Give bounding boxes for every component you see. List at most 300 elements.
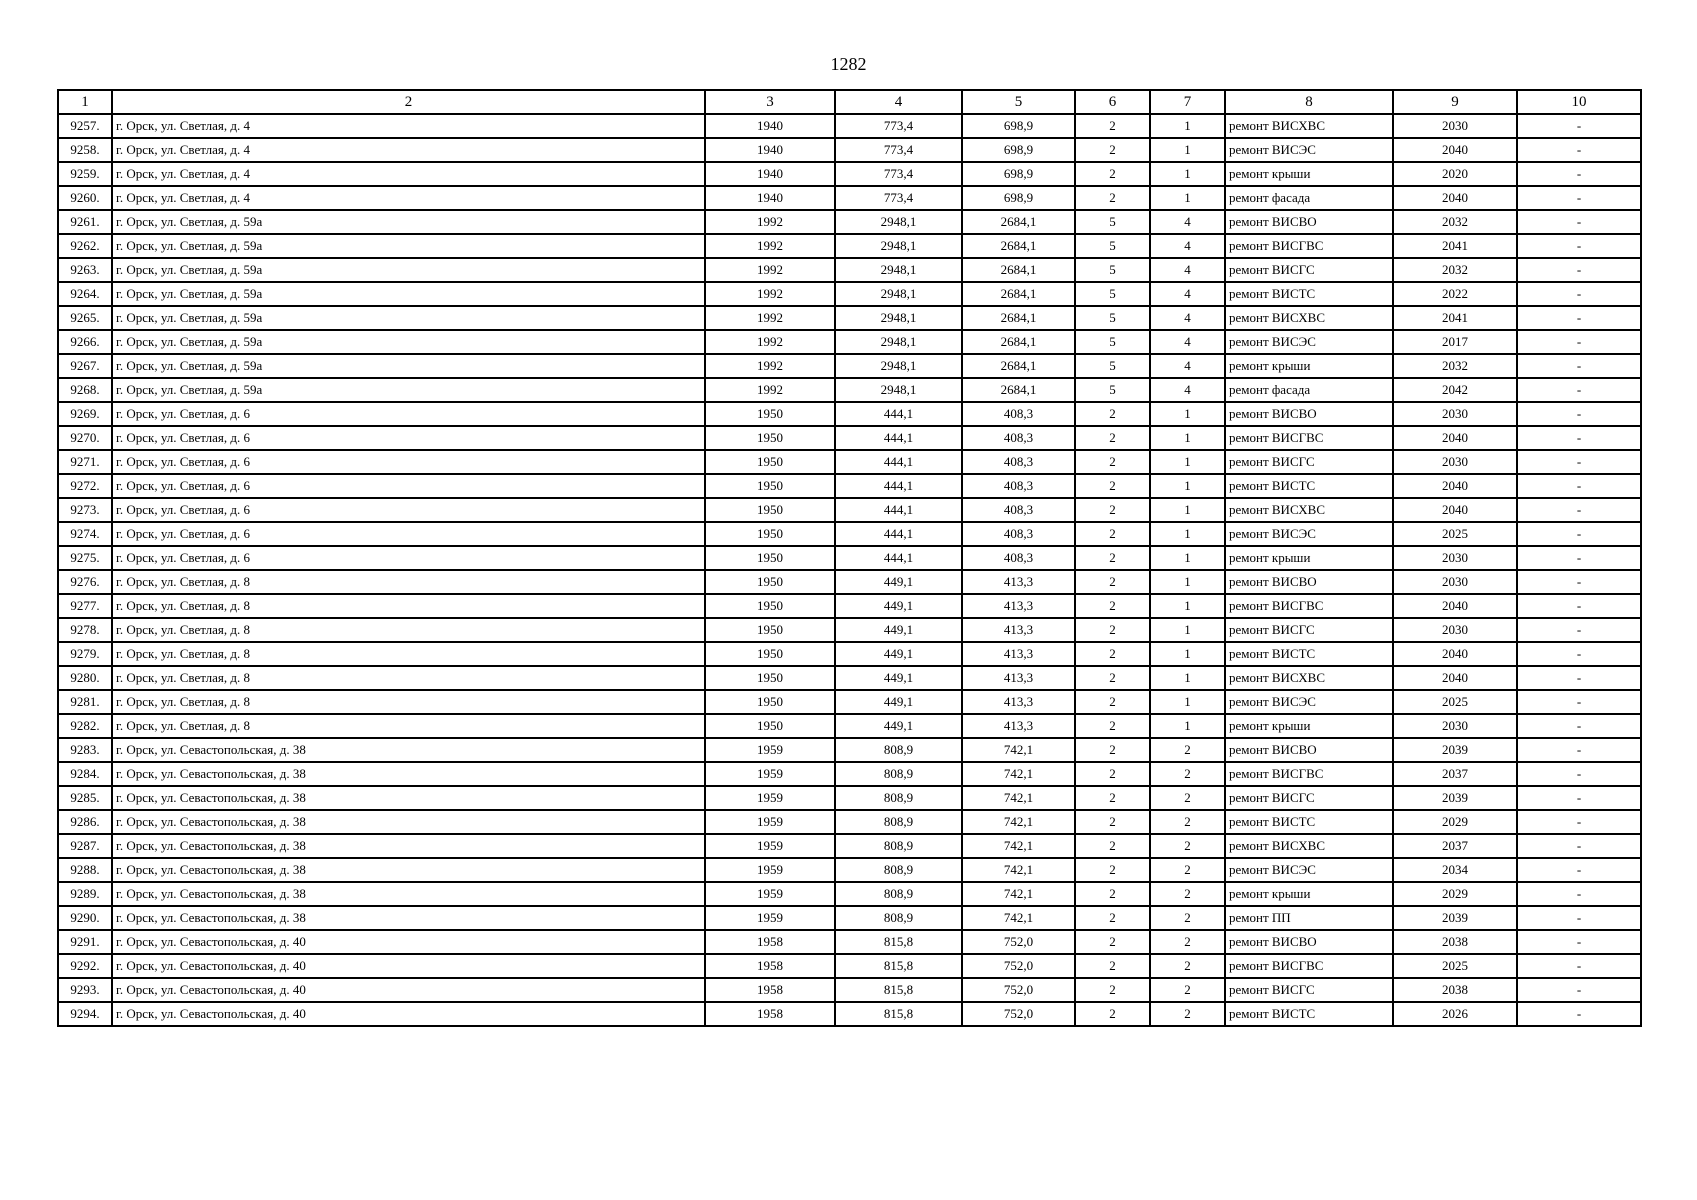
- cell-note: -: [1517, 378, 1641, 402]
- column-header: 3: [705, 90, 835, 114]
- cell-repair-type: ремонт ВИСГВС: [1225, 234, 1393, 258]
- cell-address: г. Орск, ул. Севастопольская, д. 38: [112, 810, 705, 834]
- cell-planned-year: 2040: [1393, 186, 1517, 210]
- cell-note: -: [1517, 906, 1641, 930]
- cell-total-area: 2948,1: [835, 378, 962, 402]
- cell-row-number: 9282.: [58, 714, 112, 738]
- cell-note: -: [1517, 210, 1641, 234]
- cell-planned-year: 2020: [1393, 162, 1517, 186]
- cell-floors: 2: [1075, 546, 1150, 570]
- cell-floors: 5: [1075, 282, 1150, 306]
- table-row: [58, 570, 1641, 594]
- cell-row-number: 9279.: [58, 642, 112, 666]
- table-row: [58, 978, 1641, 1002]
- cell-row-number: 9280.: [58, 666, 112, 690]
- cell-living-area: 2684,1: [962, 282, 1075, 306]
- cell-planned-year: 2030: [1393, 114, 1517, 138]
- cell-floors: 2: [1075, 114, 1150, 138]
- cell-entrances: 1: [1150, 138, 1225, 162]
- cell-build-year: 1940: [705, 186, 835, 210]
- cell-total-area: 444,1: [835, 498, 962, 522]
- table-row: [58, 690, 1641, 714]
- cell-build-year: 1950: [705, 666, 835, 690]
- cell-floors: 2: [1075, 810, 1150, 834]
- cell-planned-year: 2040: [1393, 498, 1517, 522]
- cell-repair-type: ремонт крыши: [1225, 546, 1393, 570]
- cell-address: г. Орск, ул. Светлая, д. 6: [112, 546, 705, 570]
- cell-build-year: 1950: [705, 594, 835, 618]
- cell-entrances: 1: [1150, 690, 1225, 714]
- cell-living-area: 752,0: [962, 1002, 1075, 1026]
- cell-total-area: 2948,1: [835, 258, 962, 282]
- cell-entrances: 1: [1150, 714, 1225, 738]
- cell-entrances: 1: [1150, 498, 1225, 522]
- cell-build-year: 1992: [705, 306, 835, 330]
- cell-total-area: 773,4: [835, 186, 962, 210]
- cell-repair-type: ремонт ВИСГВС: [1225, 426, 1393, 450]
- cell-build-year: 1959: [705, 906, 835, 930]
- cell-planned-year: 2029: [1393, 882, 1517, 906]
- cell-note: -: [1517, 138, 1641, 162]
- cell-living-area: 742,1: [962, 882, 1075, 906]
- cell-repair-type: ремонт ВИСХВС: [1225, 114, 1393, 138]
- cell-row-number: 9265.: [58, 306, 112, 330]
- cell-repair-type: ремонт ВИСГС: [1225, 258, 1393, 282]
- cell-entrances: 4: [1150, 234, 1225, 258]
- table-row: [58, 594, 1641, 618]
- cell-entrances: 1: [1150, 186, 1225, 210]
- cell-planned-year: 2041: [1393, 234, 1517, 258]
- cell-address: г. Орск, ул. Светлая, д. 4: [112, 114, 705, 138]
- cell-entrances: 2: [1150, 978, 1225, 1002]
- cell-address: г. Орск, ул. Светлая, д. 4: [112, 186, 705, 210]
- cell-address: г. Орск, ул. Светлая, д. 59а: [112, 306, 705, 330]
- cell-floors: 2: [1075, 642, 1150, 666]
- cell-build-year: 1950: [705, 642, 835, 666]
- cell-total-area: 808,9: [835, 786, 962, 810]
- table-row: [58, 762, 1641, 786]
- cell-total-area: 815,8: [835, 954, 962, 978]
- cell-address: г. Орск, ул. Севастопольская, д. 38: [112, 738, 705, 762]
- cell-total-area: 449,1: [835, 618, 962, 642]
- cell-note: -: [1517, 738, 1641, 762]
- cell-build-year: 1959: [705, 762, 835, 786]
- cell-row-number: 9275.: [58, 546, 112, 570]
- cell-note: -: [1517, 282, 1641, 306]
- cell-entrances: 1: [1150, 570, 1225, 594]
- cell-living-area: 408,3: [962, 522, 1075, 546]
- cell-floors: 2: [1075, 882, 1150, 906]
- cell-build-year: 1950: [705, 402, 835, 426]
- cell-build-year: 1958: [705, 1002, 835, 1026]
- cell-row-number: 9259.: [58, 162, 112, 186]
- cell-entrances: 4: [1150, 354, 1225, 378]
- table-row: [58, 354, 1641, 378]
- cell-note: -: [1517, 834, 1641, 858]
- cell-floors: 2: [1075, 714, 1150, 738]
- cell-living-area: 752,0: [962, 954, 1075, 978]
- cell-note: -: [1517, 714, 1641, 738]
- cell-total-area: 2948,1: [835, 210, 962, 234]
- cell-repair-type: ремонт ВИСЭС: [1225, 522, 1393, 546]
- cell-floors: 2: [1075, 834, 1150, 858]
- cell-address: г. Орск, ул. Севастопольская, д. 40: [112, 978, 705, 1002]
- cell-repair-type: ремонт ВИСВО: [1225, 210, 1393, 234]
- cell-planned-year: 2032: [1393, 210, 1517, 234]
- cell-living-area: 742,1: [962, 738, 1075, 762]
- cell-build-year: 1950: [705, 546, 835, 570]
- cell-total-area: 444,1: [835, 522, 962, 546]
- cell-total-area: 773,4: [835, 138, 962, 162]
- cell-living-area: 408,3: [962, 498, 1075, 522]
- cell-repair-type: ремонт ПП: [1225, 906, 1393, 930]
- cell-repair-type: ремонт ВИСГВС: [1225, 594, 1393, 618]
- column-header: 9: [1393, 90, 1517, 114]
- cell-planned-year: 2041: [1393, 306, 1517, 330]
- cell-entrances: 2: [1150, 738, 1225, 762]
- cell-build-year: 1950: [705, 474, 835, 498]
- cell-note: -: [1517, 978, 1641, 1002]
- cell-living-area: 408,3: [962, 546, 1075, 570]
- column-header: 10: [1517, 90, 1641, 114]
- cell-build-year: 1992: [705, 258, 835, 282]
- cell-note: -: [1517, 474, 1641, 498]
- cell-entrances: 1: [1150, 618, 1225, 642]
- cell-build-year: 1940: [705, 114, 835, 138]
- cell-row-number: 9258.: [58, 138, 112, 162]
- page-number: 1282: [830, 54, 867, 74]
- cell-entrances: 2: [1150, 906, 1225, 930]
- cell-planned-year: 2017: [1393, 330, 1517, 354]
- cell-planned-year: 2030: [1393, 546, 1517, 570]
- cell-total-area: 444,1: [835, 402, 962, 426]
- cell-repair-type: ремонт крыши: [1225, 354, 1393, 378]
- cell-address: г. Орск, ул. Светлая, д. 59а: [112, 282, 705, 306]
- cell-row-number: 9288.: [58, 858, 112, 882]
- cell-repair-type: ремонт ВИСГС: [1225, 786, 1393, 810]
- cell-floors: 5: [1075, 354, 1150, 378]
- table-row: [58, 546, 1641, 570]
- table-row: [58, 1002, 1641, 1026]
- cell-build-year: 1959: [705, 882, 835, 906]
- cell-entrances: 4: [1150, 330, 1225, 354]
- cell-note: -: [1517, 186, 1641, 210]
- cell-planned-year: 2037: [1393, 834, 1517, 858]
- cell-total-area: 449,1: [835, 714, 962, 738]
- cell-note: -: [1517, 930, 1641, 954]
- cell-living-area: 752,0: [962, 930, 1075, 954]
- cell-living-area: 2684,1: [962, 258, 1075, 282]
- cell-build-year: 1940: [705, 138, 835, 162]
- cell-entrances: 4: [1150, 378, 1225, 402]
- cell-note: -: [1517, 690, 1641, 714]
- cell-planned-year: 2040: [1393, 642, 1517, 666]
- cell-note: -: [1517, 882, 1641, 906]
- cell-floors: 2: [1075, 666, 1150, 690]
- table-row: [58, 162, 1641, 186]
- cell-floors: 2: [1075, 786, 1150, 810]
- cell-note: -: [1517, 954, 1641, 978]
- cell-repair-type: ремонт ВИСТС: [1225, 474, 1393, 498]
- cell-entrances: 1: [1150, 474, 1225, 498]
- cell-entrances: 2: [1150, 762, 1225, 786]
- table-row: [58, 954, 1641, 978]
- table-row: [58, 258, 1641, 282]
- cell-note: -: [1517, 810, 1641, 834]
- cell-entrances: 2: [1150, 1002, 1225, 1026]
- cell-planned-year: 2040: [1393, 138, 1517, 162]
- cell-floors: 2: [1075, 690, 1150, 714]
- cell-floors: 2: [1075, 498, 1150, 522]
- cell-note: -: [1517, 522, 1641, 546]
- cell-build-year: 1959: [705, 834, 835, 858]
- cell-build-year: 1950: [705, 570, 835, 594]
- table-row: [58, 114, 1641, 138]
- cell-repair-type: ремонт крыши: [1225, 714, 1393, 738]
- cell-build-year: 1950: [705, 714, 835, 738]
- cell-address: г. Орск, ул. Светлая, д. 8: [112, 642, 705, 666]
- cell-row-number: 9273.: [58, 498, 112, 522]
- cell-living-area: 698,9: [962, 162, 1075, 186]
- cell-address: г. Орск, ул. Светлая, д. 6: [112, 402, 705, 426]
- cell-address: г. Орск, ул. Светлая, д. 8: [112, 714, 705, 738]
- cell-entrances: 1: [1150, 162, 1225, 186]
- table-row: [58, 498, 1641, 522]
- cell-note: -: [1517, 762, 1641, 786]
- cell-repair-type: ремонт ВИСВО: [1225, 930, 1393, 954]
- cell-planned-year: 2034: [1393, 858, 1517, 882]
- cell-row-number: 9270.: [58, 426, 112, 450]
- cell-repair-type: ремонт ВИСЭС: [1225, 690, 1393, 714]
- cell-build-year: 1959: [705, 810, 835, 834]
- cell-repair-type: ремонт ВИСТС: [1225, 642, 1393, 666]
- cell-row-number: 9294.: [58, 1002, 112, 1026]
- cell-planned-year: 2040: [1393, 594, 1517, 618]
- cell-total-area: 444,1: [835, 426, 962, 450]
- cell-note: -: [1517, 786, 1641, 810]
- cell-living-area: 413,3: [962, 570, 1075, 594]
- cell-living-area: 413,3: [962, 714, 1075, 738]
- cell-entrances: 1: [1150, 546, 1225, 570]
- cell-address: г. Орск, ул. Светлая, д. 8: [112, 618, 705, 642]
- cell-floors: 5: [1075, 210, 1150, 234]
- table-row: [58, 858, 1641, 882]
- cell-floors: 2: [1075, 474, 1150, 498]
- cell-build-year: 1950: [705, 690, 835, 714]
- cell-planned-year: 2030: [1393, 714, 1517, 738]
- table-row: [58, 234, 1641, 258]
- cell-total-area: 815,8: [835, 1002, 962, 1026]
- table-header-row: [58, 90, 1641, 114]
- cell-entrances: 4: [1150, 282, 1225, 306]
- cell-living-area: 2684,1: [962, 330, 1075, 354]
- cell-floors: 2: [1075, 594, 1150, 618]
- cell-living-area: 742,1: [962, 762, 1075, 786]
- cell-entrances: 2: [1150, 786, 1225, 810]
- cell-total-area: 2948,1: [835, 234, 962, 258]
- cell-living-area: 413,3: [962, 666, 1075, 690]
- cell-floors: 2: [1075, 618, 1150, 642]
- cell-entrances: 2: [1150, 930, 1225, 954]
- cell-living-area: 408,3: [962, 450, 1075, 474]
- cell-planned-year: 2025: [1393, 522, 1517, 546]
- cell-address: г. Орск, ул. Светлая, д. 8: [112, 666, 705, 690]
- cell-build-year: 1958: [705, 930, 835, 954]
- cell-living-area: 742,1: [962, 858, 1075, 882]
- cell-row-number: 9287.: [58, 834, 112, 858]
- cell-floors: 2: [1075, 402, 1150, 426]
- cell-row-number: 9286.: [58, 810, 112, 834]
- cell-address: г. Орск, ул. Севастопольская, д. 38: [112, 762, 705, 786]
- cell-planned-year: 2029: [1393, 810, 1517, 834]
- cell-floors: 2: [1075, 762, 1150, 786]
- cell-floors: 2: [1075, 162, 1150, 186]
- cell-address: г. Орск, ул. Светлая, д. 4: [112, 138, 705, 162]
- cell-note: -: [1517, 570, 1641, 594]
- cell-address: г. Орск, ул. Светлая, д. 59а: [112, 210, 705, 234]
- cell-entrances: 4: [1150, 306, 1225, 330]
- cell-planned-year: 2042: [1393, 378, 1517, 402]
- cell-note: -: [1517, 618, 1641, 642]
- cell-note: -: [1517, 666, 1641, 690]
- cell-row-number: 9262.: [58, 234, 112, 258]
- cell-total-area: 2948,1: [835, 306, 962, 330]
- cell-note: -: [1517, 1002, 1641, 1026]
- cell-build-year: 1950: [705, 450, 835, 474]
- cell-floors: 5: [1075, 330, 1150, 354]
- cell-build-year: 1992: [705, 354, 835, 378]
- cell-living-area: 698,9: [962, 186, 1075, 210]
- cell-total-area: 773,4: [835, 162, 962, 186]
- cell-row-number: 9284.: [58, 762, 112, 786]
- cell-row-number: 9272.: [58, 474, 112, 498]
- cell-address: г. Орск, ул. Севастопольская, д. 40: [112, 954, 705, 978]
- table-row: [58, 306, 1641, 330]
- cell-repair-type: ремонт крыши: [1225, 882, 1393, 906]
- cell-row-number: 9261.: [58, 210, 112, 234]
- cell-row-number: 9267.: [58, 354, 112, 378]
- cell-address: г. Орск, ул. Светлая, д. 6: [112, 450, 705, 474]
- cell-row-number: 9257.: [58, 114, 112, 138]
- cell-repair-type: ремонт ВИСВО: [1225, 402, 1393, 426]
- cell-total-area: 2948,1: [835, 282, 962, 306]
- cell-build-year: 1959: [705, 858, 835, 882]
- cell-address: г. Орск, ул. Севастопольская, д. 38: [112, 858, 705, 882]
- cell-floors: 5: [1075, 258, 1150, 282]
- cell-planned-year: 2040: [1393, 474, 1517, 498]
- cell-build-year: 1992: [705, 282, 835, 306]
- cell-floors: 2: [1075, 186, 1150, 210]
- cell-row-number: 9290.: [58, 906, 112, 930]
- cell-floors: 2: [1075, 570, 1150, 594]
- cell-entrances: 1: [1150, 402, 1225, 426]
- table-row: [58, 618, 1641, 642]
- cell-planned-year: 2022: [1393, 282, 1517, 306]
- cell-note: -: [1517, 858, 1641, 882]
- cell-living-area: 2684,1: [962, 354, 1075, 378]
- cell-build-year: 1958: [705, 978, 835, 1002]
- cell-note: -: [1517, 546, 1641, 570]
- cell-address: г. Орск, ул. Светлая, д. 59а: [112, 234, 705, 258]
- cell-build-year: 1950: [705, 498, 835, 522]
- cell-total-area: 449,1: [835, 642, 962, 666]
- table-row: [58, 474, 1641, 498]
- cell-build-year: 1992: [705, 234, 835, 258]
- table-row: [58, 138, 1641, 162]
- cell-entrances: 1: [1150, 426, 1225, 450]
- cell-row-number: 9291.: [58, 930, 112, 954]
- cell-address: г. Орск, ул. Севастопольская, д. 38: [112, 906, 705, 930]
- cell-entrances: 1: [1150, 114, 1225, 138]
- cell-living-area: 2684,1: [962, 306, 1075, 330]
- cell-living-area: 413,3: [962, 594, 1075, 618]
- cell-planned-year: 2025: [1393, 690, 1517, 714]
- cell-entrances: 1: [1150, 594, 1225, 618]
- cell-row-number: 9260.: [58, 186, 112, 210]
- cell-note: -: [1517, 426, 1641, 450]
- cell-living-area: 2684,1: [962, 234, 1075, 258]
- cell-entrances: 1: [1150, 642, 1225, 666]
- cell-build-year: 1992: [705, 210, 835, 234]
- cell-repair-type: ремонт крыши: [1225, 162, 1393, 186]
- column-header: 7: [1150, 90, 1225, 114]
- cell-address: г. Орск, ул. Светлая, д. 6: [112, 498, 705, 522]
- cell-repair-type: ремонт ВИСГС: [1225, 450, 1393, 474]
- cell-planned-year: 2040: [1393, 426, 1517, 450]
- cell-address: г. Орск, ул. Светлая, д. 8: [112, 594, 705, 618]
- cell-repair-type: ремонт ВИСЭС: [1225, 138, 1393, 162]
- table-row: [58, 714, 1641, 738]
- cell-living-area: 742,1: [962, 906, 1075, 930]
- column-header: 5: [962, 90, 1075, 114]
- cell-planned-year: 2030: [1393, 570, 1517, 594]
- cell-address: г. Орск, ул. Светлая, д. 6: [112, 426, 705, 450]
- cell-floors: 5: [1075, 378, 1150, 402]
- cell-total-area: 449,1: [835, 690, 962, 714]
- cell-address: г. Орск, ул. Светлая, д. 59а: [112, 378, 705, 402]
- cell-planned-year: 2039: [1393, 906, 1517, 930]
- cell-build-year: 1950: [705, 618, 835, 642]
- cell-planned-year: 2040: [1393, 666, 1517, 690]
- cell-row-number: 9292.: [58, 954, 112, 978]
- cell-repair-type: ремонт ВИСЭС: [1225, 858, 1393, 882]
- cell-row-number: 9271.: [58, 450, 112, 474]
- cell-entrances: 1: [1150, 450, 1225, 474]
- cell-floors: 2: [1075, 978, 1150, 1002]
- cell-living-area: 408,3: [962, 402, 1075, 426]
- cell-living-area: 742,1: [962, 810, 1075, 834]
- cell-note: -: [1517, 114, 1641, 138]
- cell-row-number: 9278.: [58, 618, 112, 642]
- table-row: [58, 666, 1641, 690]
- cell-total-area: 444,1: [835, 546, 962, 570]
- cell-repair-type: ремонт ВИСТС: [1225, 810, 1393, 834]
- cell-total-area: 808,9: [835, 906, 962, 930]
- column-header: 4: [835, 90, 962, 114]
- cell-total-area: 808,9: [835, 882, 962, 906]
- cell-repair-type: ремонт ВИСГС: [1225, 618, 1393, 642]
- cell-planned-year: 2037: [1393, 762, 1517, 786]
- cell-living-area: 413,3: [962, 690, 1075, 714]
- cell-total-area: 808,9: [835, 810, 962, 834]
- cell-repair-type: ремонт ВИСТС: [1225, 282, 1393, 306]
- cell-living-area: 698,9: [962, 138, 1075, 162]
- cell-row-number: 9281.: [58, 690, 112, 714]
- cell-repair-type: ремонт фасада: [1225, 378, 1393, 402]
- cell-entrances: 4: [1150, 258, 1225, 282]
- cell-planned-year: 2039: [1393, 738, 1517, 762]
- cell-total-area: 2948,1: [835, 354, 962, 378]
